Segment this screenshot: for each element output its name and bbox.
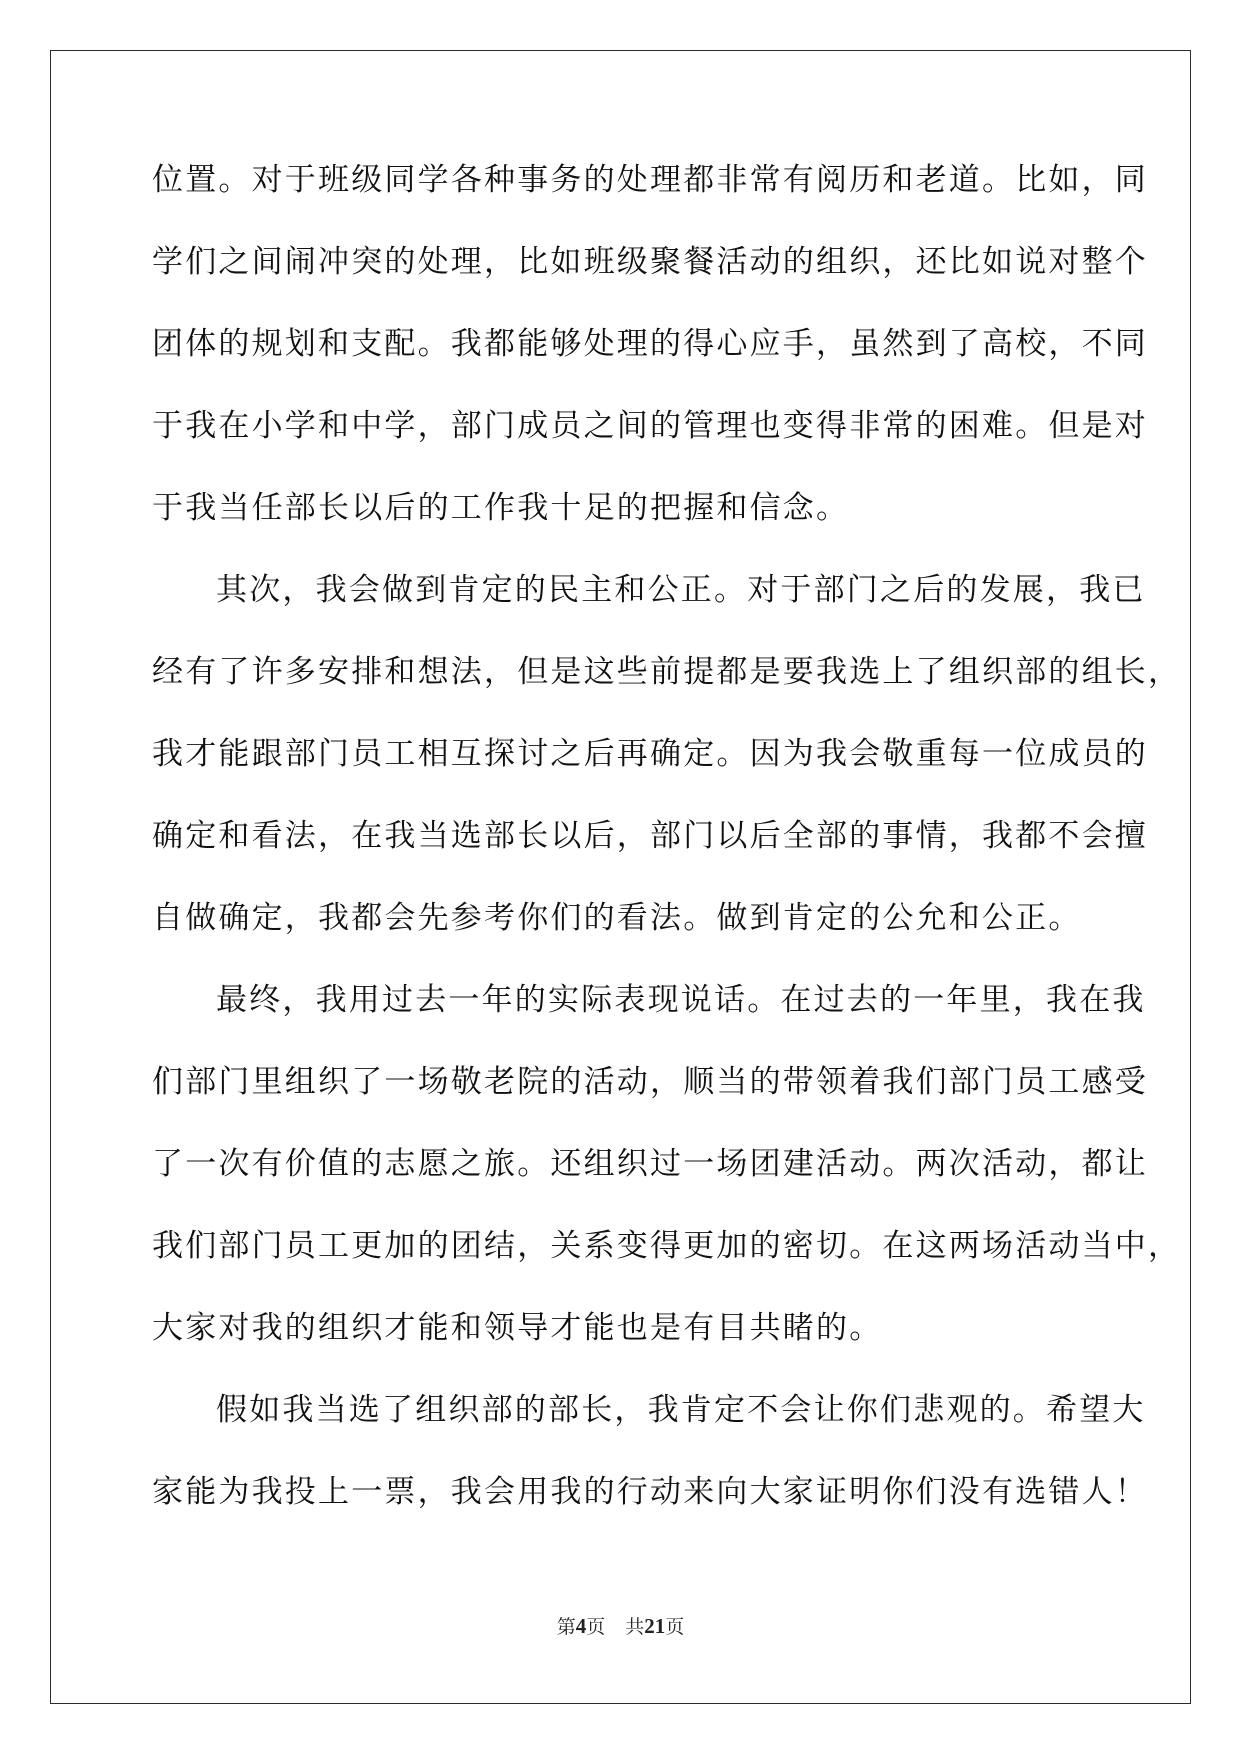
text-line: 自做确定，我都会先参考你们的看法。做到肯定的公允和公正。 [152, 900, 1082, 936]
text-line: 我才能跟部门员工相互探讨之后再确定。因为我会敬重每一位成员的 [152, 736, 1148, 772]
page-number: 4 [575, 1614, 587, 1638]
text-line: 于我当任部长以后的工作我十足的把握和信念。 [152, 490, 850, 526]
total-suffix: 页 [665, 1616, 685, 1638]
document-body [152, 160, 1182, 1554]
page-footer [0, 1612, 1241, 1639]
paragraph-first-line: 假如我当选了组织部的部长，我肯定不会让你们悲观的。希望大 [216, 1392, 1146, 1428]
text-line: 们部门里组织了一场敬老院的活动，顺当的带领着我们部门员工感受 [152, 1064, 1148, 1100]
text-line: 家能为我投上一票，我会用我的行动来向大家证明你们没有选错人！ [152, 1474, 1148, 1510]
text-line: 于我在小学和中学，部门成员之间的管理也变得非常的困难。但是对 [152, 408, 1148, 444]
text-line: 确定和看法，在我当选部长以后，部门以后全部的事情，我都不会擅 [152, 818, 1148, 854]
text-line: 团体的规划和支配。我都能够处理的得心应手，虽然到了高校，不同 [152, 326, 1148, 362]
text-line: 学们之间闹冲突的处理，比如班级聚餐活动的组织，还比如说对整个 [152, 244, 1148, 280]
total-prefix: 共 [625, 1616, 645, 1638]
paragraph-first-line: 最终，我用过去一年的实际表现说话。在过去的一年里，我在我 [216, 982, 1146, 1018]
text-line: 了一次有价值的志愿之旅。还组织过一场团建活动。两次活动，都让 [152, 1146, 1148, 1182]
text-line: 经有了许多安排和想法，但是这些前提都是要我选上了组织部的组长， [152, 654, 1182, 690]
page-suffix: 页 [586, 1616, 606, 1638]
paragraph-first-line: 其次，我会做到肯定的民主和公正。对于部门之后的发展，我已 [216, 572, 1146, 608]
text-line: 我们部门员工更加的团结，关系变得更加的密切。在这两场活动当中， [152, 1228, 1182, 1264]
page-prefix: 第 [556, 1616, 576, 1638]
text-line: 位置。对于班级同学各种事务的处理都非常有阅历和老道。比如，同 [152, 162, 1148, 198]
total-pages: 21 [644, 1614, 666, 1638]
text-line: 大家对我的组织才能和领导才能也是有目共睹的。 [152, 1310, 883, 1346]
